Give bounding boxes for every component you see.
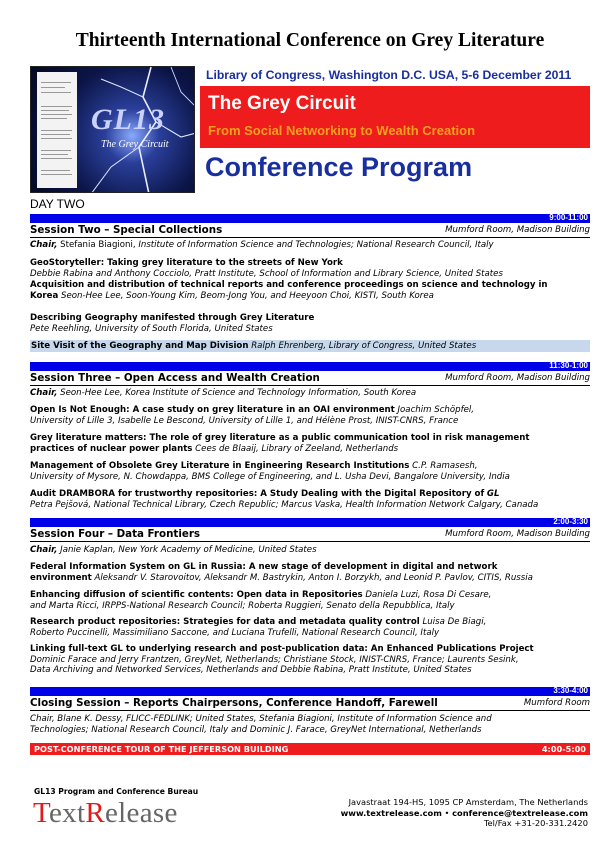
contact-block: Javastraat 194-HS, 1095 CP Amsterdam, The Netherlands www.textrelease.com • conference@textrelease.com Tel/Fax +31-20-331.2420 [340,797,588,828]
paper-entry: Linking full-text GL to underlying research and post-publication data: An Enhanced Publications Project Dominic Farace and Jerry Frantzen, GreyNet, Netherlands; Christiane Stock, INIST-CNRS, France; Laurents Sesink, Data Archiving and Networked Services, Netherlands and Debbie Rabina, Pratt Institute, United States [30,644,534,675]
site-visit-row [30,340,590,352]
site-visit-title: Site Visit of the Geography and Map Division [31,341,249,351]
session-room: Mumford Room, Madison Building [445,529,590,539]
paper-entry: Federal Information System on GL in Russia: A new stage of development in digital and network environment Aleksandr V. Starovoitov, Aleksandr M. Bastrykin, Anton I. Borzykh, and Leonid P. Pavlov, CITIS, Russia [30,562,533,583]
tel-fax: Tel/Fax +31-20-331.2420 [483,818,588,828]
theme-title: The Grey Circuit [208,93,356,114]
session-room: Mumford Room, Madison Building [445,373,590,383]
time-bar-session-four [30,518,590,527]
time-bar-closing [30,687,590,696]
session-header [30,373,590,386]
session-name: Session Four – Data Frontiers [30,528,201,540]
theme-banner [200,86,590,148]
conference-title: Thirteenth International Conference on Grey Literature [75,30,545,51]
paper-entry: GeoStoryteller: Taking grey literature to the streets of New York Debbie Rabina and Anthony Cocciolo, Pratt Institute, School of Information and Library Science, United States [30,258,503,279]
time-bar-session-three [30,362,590,371]
session-name: Session Two – Special Collections [30,224,223,236]
paper-entry: Acquisition and distribution of technical reports and conference proceedings on science and technology in Korea Seon-Hee Lee, Soon-Young Kim, Beom-Jong You, and Heeyoon Choi, KISTI, South Korea [30,280,548,301]
session-header [30,698,590,711]
tour-time: 4:00-5:00 [541,744,586,754]
session-header [30,529,590,542]
program-title: Conference Program [205,152,473,182]
session-chair: Chair, Stefania Biagioni, Institute of Information Science and Technologies; National Research Council, Italy [30,240,494,250]
cover-logo-text: GL13 [91,103,165,136]
session-time: 2:00-3:30 [553,517,588,526]
closing-chairs: Chair, Blane K. Dessy, FLICC-FEDLINK; United States, Stefania Biagioni, Institute of Information Science and Technologies; National Research Council, Italy and Dominic J. Farace, GreyNet International, Netherlands [30,714,492,735]
cover-caption: The Grey Circuit [101,139,169,150]
paper-entry: Open Is Not Enough: A case study on grey literature in an OAI environment Joachim Schöpfel, University of Lille 3, Isabelle Le Bescond, University of Lille 1, and Hélène Prost, INIST-CNRS, France [30,405,475,426]
textrelease-logo: TextRelease [33,797,178,829]
bureau-label: GL13 Program and Conference Bureau [34,787,199,796]
session-name: Closing Session – Reports Chairpersons, Conference Handoff, Farewell [30,697,438,709]
theme-subtitle: From Social Networking to Wealth Creation [208,123,476,138]
session-room: Mumford Room [523,698,590,708]
session-name: Session Three – Open Access and Wealth Creation [30,372,320,384]
session-time: 11:30-1:00 [549,361,588,370]
session-header [30,225,590,238]
paper-entry: Management of Obsolete Grey Literature in Engineering Research Institutions C.P. Ramasesh, University of Mysore, N. Chowdappa, BMS College of Engineering, and L. Usha Devi, Bangalore University, India [30,461,510,482]
address-line: Javastraat 194-HS, 1095 CP Amsterdam, The Netherlands [348,797,588,807]
paper-entry: Audit DRAMBORA for trustworthy repositories: A Study Dealing with the Digital Repository of GL Petra Pejšová, National Technical Library, Czech Republic; Marcus Vaska, Health Information Network Calgary, Canada [30,489,539,510]
paper-entry: Research product repositories: Strategies for data and metadata quality control Luisa De Biagi, Roberto Puccinelli, Massimiliano Saccone, and Luciana Trufelli, National Research Council, Italy [30,617,487,638]
day-label: DAY TWO [30,197,85,211]
paper-entry: Describing Geography manifested through Grey Literature Pete Reehling, University of South Florida, United States [30,313,315,334]
website-link[interactable]: www.textrelease.com [340,807,442,818]
post-conference-tour-bar [30,743,590,755]
paper-entry: Grey literature matters: The role of grey literature as a public communication tool in risk management practices of nuclear power plants Cees de Blaaij, Library of Zeeland, Netherlands [30,433,530,454]
time-bar-session-two [30,214,590,223]
cover-image [30,66,195,193]
session-chair: Chair, Seon-Hee Lee, Korea Institute of Science and Technology Information, South Korea [30,388,417,398]
session-time: 9:00-11:00 [549,213,588,222]
venue-line: Library of Congress, Washington D.C. USA, 5-6 December 2011 [206,68,572,82]
email-link[interactable]: conference@textrelease.com [452,807,588,818]
site-visit-guide: Ralph Ehrenberg, Library of Congress, United States [251,341,477,351]
session-time: 3:30-4:00 [553,686,588,695]
paper-entry: Enhancing diffusion of scientific contents: Open data in Repositories Daniela Luzi, Rosa Di Cesare, and Marta Ricci, IRPPS-National Research Council; Roberta Ruggieri, Senato della Repubblica, Italy [30,590,492,611]
session-room: Mumford Room, Madison Building [445,225,590,235]
session-chair: Chair, Janie Kaplan, New York Academy of Medicine, United States [30,545,317,555]
tour-label: POST-CONFERENCE TOUR OF THE JEFFERSON BUILDING [34,744,289,754]
